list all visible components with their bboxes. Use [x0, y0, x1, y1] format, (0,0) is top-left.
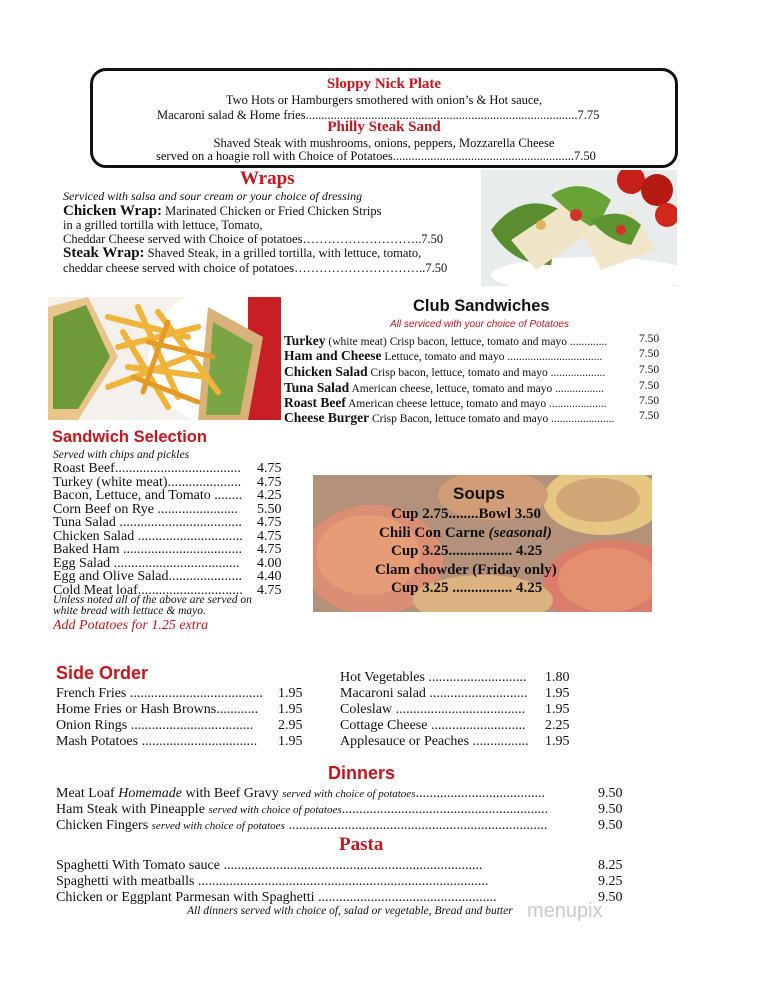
pasta-item: Spaghetti With Tomato sauce ..........................................................................	[56, 858, 483, 873]
pasta-footer-note: All dinners served with choice of, salad or vegetable, Bread and butter	[187, 905, 513, 917]
selection-item: Corn Beef on Rye .......................	[53, 501, 238, 517]
sloppy-nick-title: Sloppy Nick Plate	[326, 76, 442, 92]
chicken-wrap-desc-3: Cheddar Cheese served with Choice of potatoes………………………..7.50	[63, 232, 444, 246]
sloppy-nick-desc-1: Two Hots or Hamburgers smothered with onion’s & Hot sauce,	[225, 93, 543, 107]
specials-box	[90, 68, 678, 168]
selection-title: Sandwich Selection	[52, 428, 207, 446]
club-price: 7.50	[639, 333, 660, 345]
dinner-price: 9.50	[598, 786, 623, 801]
club-subtitle: All serviced with your choice of Potatoes	[390, 319, 569, 330]
philly-steak-desc-1: Shaved Steak with mushrooms, onions, peppers, Mozzarella Cheese	[213, 136, 555, 150]
selection-item: Cold Meat loaf..............................	[53, 582, 243, 598]
club-price: 7.50	[639, 348, 660, 360]
side-item: Macaroni salad ............................	[340, 686, 528, 701]
side-price: 1.95	[278, 734, 303, 749]
selection-item: Turkey (white meat).....................	[53, 474, 242, 490]
wraps-subtitle: Serviced with salsa and sour cream or your choice of dressing	[63, 189, 363, 203]
pasta-price: 9.50	[598, 890, 623, 905]
soups-line-3: Cup 3.25................. 4.25	[391, 543, 543, 559]
selection-price: 5.50	[257, 501, 282, 517]
soups-line-4: Clam chowder (Friday only)	[375, 562, 557, 578]
side-item: Home Fries or Hash Browns............	[56, 702, 259, 717]
steak-wrap-line: Steak Wrap: Shaved Steak, in a grilled tortilla, with lettuce, tomato,	[63, 245, 422, 261]
selection-price: 4.00	[257, 555, 282, 571]
dinner-item: Chicken Fingers served with choice of potatoes ..........................................................................	[56, 818, 548, 833]
selection-item: Egg and Olive Salad.....................	[53, 569, 242, 584]
side-price: 1.80	[545, 670, 570, 685]
side-item: Mash Potatoes .................................	[56, 734, 258, 749]
selection-price: 4.75	[257, 461, 282, 476]
club-item: Cheese Burger Crisp Bacon, lettuce tomato and mayo ......................	[284, 410, 615, 425]
pasta-price: 8.25	[598, 858, 623, 873]
pasta-title: Pasta	[339, 834, 384, 855]
selection-price: 4.75	[257, 528, 282, 544]
chicken-wrap-line: Chicken Wrap: Marinated Chicken or Fried Chicken Strips	[63, 203, 382, 219]
dinner-item: Meat Loaf Homemade with Beef Gravy served with choice of potatoes.....................................	[56, 786, 545, 801]
soups-title: Soups	[453, 484, 505, 503]
side-price: 2.95	[278, 718, 303, 733]
club-item: Ham and Cheese Lettuce, tomato and mayo .................................	[284, 348, 603, 363]
club-item: Tuna Salad American cheese, lettuce, tomato and mayo .................	[284, 380, 605, 395]
philly-steak-title: Philly Steak Sand	[327, 119, 441, 135]
pasta-item: Chicken or Eggplant Parmesan with Spaghetti ...................................................	[56, 890, 497, 905]
club-sandwich-photo	[48, 297, 281, 420]
club-item: Turkey (white meat) Crisp bacon, lettuce, tomato and mayo .............	[284, 333, 608, 348]
selection-item: Egg Salad ....................................	[53, 555, 240, 571]
selection-item: Roast Beef....................................	[53, 461, 241, 476]
side-price: 1.95	[545, 734, 570, 749]
side-price: 1.95	[278, 686, 303, 701]
club-item: Chicken Salad Crisp bacon, lettuce, tomato and mayo ...................	[284, 364, 606, 379]
club-sandwich-illustration	[48, 297, 281, 420]
side-item: Onion Rings ...................................	[56, 718, 254, 733]
pasta-price: 9.25	[598, 874, 623, 889]
philly-steak-price: 7.50	[574, 149, 596, 163]
side-item: Cottage Cheese ...........................	[340, 718, 526, 733]
selection-price: 4.40	[257, 569, 282, 584]
selection-item: Bacon, Lettuce, and Tomato ........	[53, 488, 243, 503]
side-price: 1.95	[545, 702, 570, 717]
wrap-photo	[481, 170, 677, 286]
selection-price: 4.75	[257, 515, 282, 530]
chicken-wrap-desc-2: in a grilled tortilla with lettuce, Tomato,	[63, 218, 263, 232]
wraps-title: Wraps	[240, 168, 295, 189]
soups-line-2: Chili Con Carne (seasonal)	[379, 525, 552, 541]
club-item: Roast Beef American cheese lettuce, tomato and mayo ....................	[284, 395, 607, 410]
side-item: Hot Vegetables ............................	[340, 670, 527, 685]
sloppy-nick-desc-2: Macaroni salad & Home fries.......................................................................................7.75	[157, 108, 600, 122]
selection-price: 4.75	[257, 582, 282, 598]
club-price: 7.50	[639, 364, 660, 376]
side-item: French Fries ......................................	[56, 686, 263, 701]
selection-subtitle: Served with chips and pickles	[53, 449, 190, 461]
dinners-title: Dinners	[328, 763, 396, 783]
selection-item: Chicken Salad ..............................	[53, 528, 243, 544]
dinner-price: 9.50	[598, 818, 623, 833]
soups-panel	[313, 475, 652, 612]
selection-price: 4.75	[257, 474, 282, 490]
selection-note-2: white bread with lettuce & mayo.	[53, 605, 206, 617]
dinner-price: 9.50	[598, 802, 623, 817]
sloppy-nick-price: 7.75	[577, 108, 600, 122]
chicken-wrap-price: 7.50	[421, 232, 444, 246]
side-order-title: Side Order	[56, 663, 149, 683]
selection-price: 4.25	[257, 488, 282, 503]
add-potatoes-note: Add Potatoes for 1.25 extra	[53, 618, 209, 633]
steak-wrap-price: 7.50	[425, 261, 448, 275]
side-price: 1.95	[545, 686, 570, 701]
soups-line-1: Cup 2.75........Bowl 3.50	[391, 506, 542, 522]
philly-steak-desc-2: served on a hoagie roll with Choice of Potatoes..........................................................7.50	[156, 149, 596, 163]
club-title: Club Sandwiches	[413, 297, 550, 315]
selection-item: Baked Ham ..................................	[53, 542, 242, 557]
side-price: 1.95	[278, 702, 303, 717]
soups-line-5: Cup 3.25 ................ 4.25	[391, 580, 543, 596]
club-price: 7.50	[639, 380, 660, 392]
side-item: Applesauce or Peaches ................	[340, 734, 529, 749]
side-price: 2.25	[545, 718, 570, 733]
wrap-illustration	[481, 170, 677, 286]
club-price: 7.50	[639, 395, 660, 407]
menupix-watermark: menupix	[527, 900, 603, 922]
club-price: 7.50	[639, 410, 660, 422]
selection-item: Tuna Salad ...................................	[53, 515, 242, 530]
steak-wrap-desc-2: cheddar cheese served with choice of potatoes…………………………..7.50	[63, 261, 448, 275]
pasta-item: Spaghetti with meatballs ...................................................................................	[56, 874, 489, 889]
selection-note-1: Unless noted all of the above are served on	[53, 594, 252, 606]
selection-price: 4.75	[257, 542, 282, 557]
dinner-item: Ham Steak with Pineapple served with choice of potatoes...........................................................	[56, 802, 549, 817]
side-item: Coleslaw .....................................	[340, 702, 526, 717]
